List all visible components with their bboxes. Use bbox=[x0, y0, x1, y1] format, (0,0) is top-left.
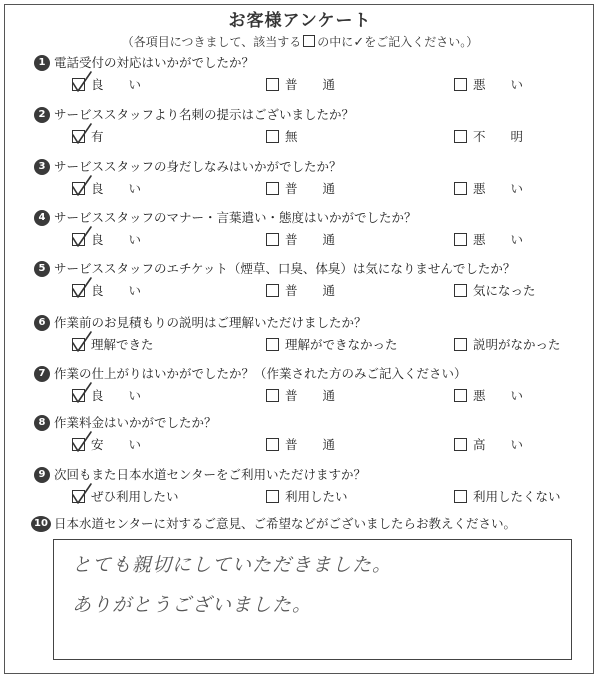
answer-checkbox[interactable] bbox=[454, 130, 467, 143]
answer-option-label: 良 い bbox=[91, 77, 142, 92]
answer-checkbox[interactable] bbox=[266, 438, 279, 451]
answer-option-label: 普 通 bbox=[285, 181, 336, 196]
answer-option-label: 良 い bbox=[91, 181, 142, 196]
question-text: サービススタッフより名刺の提示はございましたか？ bbox=[54, 107, 355, 122]
answer-option-label: 悪 い bbox=[473, 181, 524, 196]
question-number-badge: 4 bbox=[34, 210, 50, 226]
handwritten-check-icon bbox=[71, 431, 93, 453]
answer-checkbox[interactable] bbox=[266, 233, 279, 246]
answer-option-label: 悪 い bbox=[473, 232, 524, 247]
answer-option-label: 普 通 bbox=[285, 77, 336, 92]
handwritten-check-icon bbox=[71, 382, 93, 404]
answer-checkbox[interactable] bbox=[454, 438, 467, 451]
question-text: 作業の仕上がりはいかがでしたか？（作業された方のみご記入ください） bbox=[54, 366, 467, 381]
answer-option-label: 安 い bbox=[91, 437, 142, 452]
handwritten-check-icon bbox=[71, 71, 93, 93]
question-number-badge: 9 bbox=[34, 467, 50, 483]
answer-option-label: ぜひ利用したい bbox=[91, 489, 179, 504]
question-text: 電話受付の対応はいかがでしたか？ bbox=[54, 55, 255, 70]
answer-option-label: 普 通 bbox=[285, 388, 336, 403]
answer-option-label: 良 い bbox=[91, 232, 142, 247]
answer-option-label: 気になった bbox=[473, 283, 536, 298]
answer-checkbox[interactable] bbox=[454, 78, 467, 91]
handwritten-check-icon bbox=[71, 331, 93, 353]
question-number-badge: 7 bbox=[34, 366, 50, 382]
answer-checkbox[interactable] bbox=[266, 338, 279, 351]
answer-checkbox[interactable] bbox=[266, 182, 279, 195]
answer-checkbox[interactable] bbox=[454, 233, 467, 246]
question-text: 作業前のお見積もりの説明はご理解いただけましたか？ bbox=[54, 315, 367, 330]
question-number-badge: 8 bbox=[34, 415, 50, 431]
answer-option-label: 良 い bbox=[91, 283, 142, 298]
question-text: サービススタッフのマナー・言葉遣い・態度はいかがでしたか？ bbox=[54, 210, 417, 225]
checkbox-sample-icon bbox=[303, 35, 315, 47]
question-number-badge: 2 bbox=[34, 107, 50, 123]
survey-title: お客様アンケート bbox=[228, 11, 372, 31]
answer-checkbox[interactable] bbox=[454, 389, 467, 402]
question-3 bbox=[0, 159, 600, 209]
answer-checkbox[interactable] bbox=[266, 130, 279, 143]
handwritten-check-icon bbox=[71, 483, 93, 505]
question-10 bbox=[0, 516, 600, 536]
question-1 bbox=[0, 55, 600, 105]
handwritten-check-icon bbox=[71, 277, 93, 299]
question-text: 作業料金はいかがでしたか？ bbox=[54, 415, 217, 430]
answer-option-label: 普 通 bbox=[285, 437, 336, 452]
question-text: 次回もまた日本水道センターをご利用いただけますか？ bbox=[54, 467, 367, 482]
question-text: 日本水道センターに対するご意見、ご希望などがございましたらお教えください。 bbox=[54, 516, 517, 531]
answer-option-label: 理解できた bbox=[91, 337, 154, 352]
handwritten-check-icon bbox=[71, 175, 93, 197]
instruction-text-before: （各項目につきまして、該当する bbox=[121, 35, 302, 49]
answer-option-label: 無 bbox=[285, 129, 298, 144]
answer-option-label: 不 明 bbox=[473, 129, 524, 144]
answer-checkbox[interactable] bbox=[454, 182, 467, 195]
question-5 bbox=[0, 261, 600, 311]
instruction-text-middle: の中に bbox=[317, 35, 354, 49]
answer-option-label: 普 通 bbox=[285, 283, 336, 298]
answer-option-label: 高 い bbox=[473, 437, 524, 452]
answer-option-label: 説明がなかった bbox=[473, 337, 561, 352]
answer-option-label: 良 い bbox=[91, 388, 142, 403]
question-7 bbox=[0, 366, 600, 416]
comment-line-1: とても親切にしていただきました。 bbox=[72, 554, 393, 576]
question-text: サービススタッフの身だしなみはいかがでしたか？ bbox=[54, 159, 342, 174]
answer-option-label: 普 通 bbox=[285, 232, 336, 247]
handwritten-check-icon bbox=[71, 123, 93, 145]
question-number-badge: 5 bbox=[34, 261, 50, 277]
answer-option-label: 利用したい bbox=[285, 489, 348, 504]
question-text: サービススタッフのエチケット（煙草、口臭、体臭）は気になりませんでしたか？ bbox=[54, 261, 516, 276]
answer-checkbox[interactable] bbox=[454, 338, 467, 351]
question-number-badge: 6 bbox=[34, 315, 50, 331]
answer-checkbox[interactable] bbox=[266, 78, 279, 91]
answer-checkbox[interactable] bbox=[266, 490, 279, 503]
question-6 bbox=[0, 315, 600, 365]
question-2 bbox=[0, 107, 600, 157]
question-9 bbox=[0, 467, 600, 517]
question-4 bbox=[0, 210, 600, 260]
answer-option-label: 理解ができなかった bbox=[285, 337, 398, 352]
answer-checkbox[interactable] bbox=[454, 284, 467, 297]
answer-option-label: 利用したくない bbox=[473, 489, 561, 504]
instruction-text-after: をご記入ください。） bbox=[364, 35, 479, 49]
answer-option-label: 悪 い bbox=[473, 77, 524, 92]
question-number-badge: 3 bbox=[34, 159, 50, 175]
answer-checkbox[interactable] bbox=[454, 490, 467, 503]
question-number-badge: 1 bbox=[34, 55, 50, 71]
answer-checkbox[interactable] bbox=[266, 284, 279, 297]
answer-option-label: 有 bbox=[91, 129, 104, 144]
answer-option-label: 悪 い bbox=[473, 388, 524, 403]
question-8 bbox=[0, 415, 600, 465]
question-number-badge: 10 bbox=[31, 516, 51, 532]
handwritten-check-icon bbox=[71, 226, 93, 248]
checkmark-sample-icon: ✓ bbox=[353, 35, 365, 50]
instruction-line bbox=[0, 33, 600, 50]
comment-line-2: ありがとうございました。 bbox=[72, 594, 313, 616]
answer-checkbox[interactable] bbox=[266, 389, 279, 402]
